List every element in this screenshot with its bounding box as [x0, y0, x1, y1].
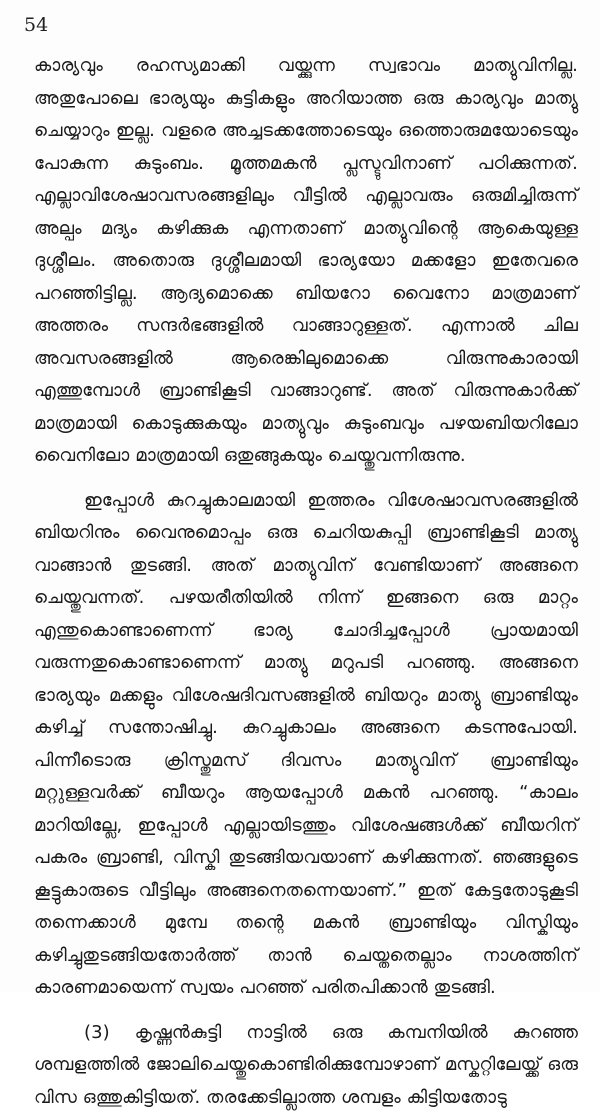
paragraph-3: (3) കൃഷ്ണൻകുട്ടി നാട്ടിൽ ഒരു കമ്പനിയിൽ കുറഞ്ഞ ശമ്പളത്തിൽ ജോലിചെയ്തുകൊണ്ടിരിക്കുമ്പോഴാണ് മസ്കറ്റിലേയ്ക്ക് ഒരു വിസ ഒത്തുകിട്ടിയത്. തരക്കേടില്ലാത്ത ശമ്പളം കിട്ടിയതോടു	[34, 1017, 578, 1114]
paragraph-2: ഇപ്പോൾ കുറച്ചുകാലമായി ഇത്തരം വിശേഷാവസരങ്ങളിൽ ബിയറിനും വൈനുമൊപ്പം ഒരു ചെറിയകുപ്പി ബ്രാണ്ടികൂടി മാത്യു വാങ്ങാൻ തുടങ്ങി. അത് മാത്യുവിന് വേണ്ടിയാണ് അങ്ങനെ ചെയ്തുവന്നത്. പഴയരീതിയിൽ നിന്ന് ഇങ്ങനെ ഒരു മാറ്റം എന്തുകൊണ്ടാണെന്ന് ഭാര്യ ചോദിച്ചപ്പോൾ പ്രായമായി വരുന്നതുകൊണ്ടാണെന്ന് മാത്യു മറുപടി പറഞ്ഞു. അങ്ങനെ ഭാര്യയും മക്കളും വിശേഷദിവസങ്ങളിൽ ബിയറും മാത്യു ബ്രാണ്ടിയും കഴിച്ച് സന്തോഷിച്ചു. കുറച്ചുകാലം അങ്ങനെ കടന്നുപോയി. പിന്നീടൊരു ക്രിസ്തുമസ് ദിവസം മാത്യുവിന് ബ്രാണ്ടിയും മറ്റുള്ളവർക്ക് ബീയറും ആയപ്പോൾ മകൻ പറഞ്ഞു. “കാലം മാറിയില്ലേ, ഇപ്പോൾ എല്ലായിടത്തും വിശേഷങ്ങൾക്ക് ബീയറിന് പകരം ബ്രാണ്ടി, വിസ്കി തുടങ്ങിയവയാണ് കഴിക്കുന്നത്. ഞങ്ങളുടെ കൂട്ടുകാരുടെ വീട്ടിലും അങ്ങനെതന്നെയാണ്.” ഇത് കേട്ടതോടുകൂടി തന്നെക്കാൾ മുമ്പേ തന്റെ മകൻ ബ്രാണ്ടിയും വിസ്കിയും കഴിച്ചുതുടങ്ങിയതോർത്ത് താൻ ചെയ്തതെല്ലാം നാശത്തിന് കാരണമായെന്ന് സ്വയം പറഞ്ഞ് പരിതപിക്കാൻ തുടങ്ങി.	[34, 485, 578, 1005]
page-number: 54	[24, 14, 48, 36]
body-text	[34, 50, 578, 1114]
paragraph-1: കാര്യവും രഹസ്യമാക്കി വയ്ക്കുന്ന സ്വഭാവം മാത്യുവിനില്ല. അതുപോലെ ഭാര്യയും കുട്ടികളും അറിയാത്ത ഒരു കാര്യവും മാത്യു ചെയ്യാറും ഇല്ല. വളരെ അച്ചടക്കത്തോടെയും ഒത്തൊരുമയോടെയും പോകുന്ന കുടുംബം. മൂത്തമകൻ പ്ലസ്ടുവിനാണ് പഠിക്കുന്നത്. എല്ലാവിശേഷാവസരങ്ങളിലും വീട്ടിൽ എല്ലാവരും ഒരുമിച്ചിരുന്ന് അല്പം മദ്യം കഴിക്കുക എന്നതാണ് മാത്യുവിന്റെ ആകെയുള്ള ദുശ്ശീലം. അതൊരു ദുശ്ശീലമായി ഭാര്യയോ മക്കളോ ഇതേവരെ പറഞ്ഞിട്ടില്ല. ആദ്യമൊക്കെ ബിയറോ വൈനോ മാത്രമാണ് അത്തരം സന്ദർഭങ്ങളിൽ വാങ്ങാറുള്ളത്. എന്നാൽ ചില അവസരങ്ങളിൽ ആരെങ്കിലുമൊക്കെ വിരുന്നുകാരായി എത്തുമ്പോൾ ബ്രാണ്ടികൂടി വാങ്ങാറുണ്ട്. അത് വിരുന്നുകാർക്ക് മാത്രമായി കൊടുക്കുകയും മാത്യുവും കുടുംബവും പഴയബിയറിലോ വൈനിലോ മാത്രമായി ഒതുങ്ങുകയും ചെയ്തുവന്നിരുന്നു.	[34, 50, 578, 473]
